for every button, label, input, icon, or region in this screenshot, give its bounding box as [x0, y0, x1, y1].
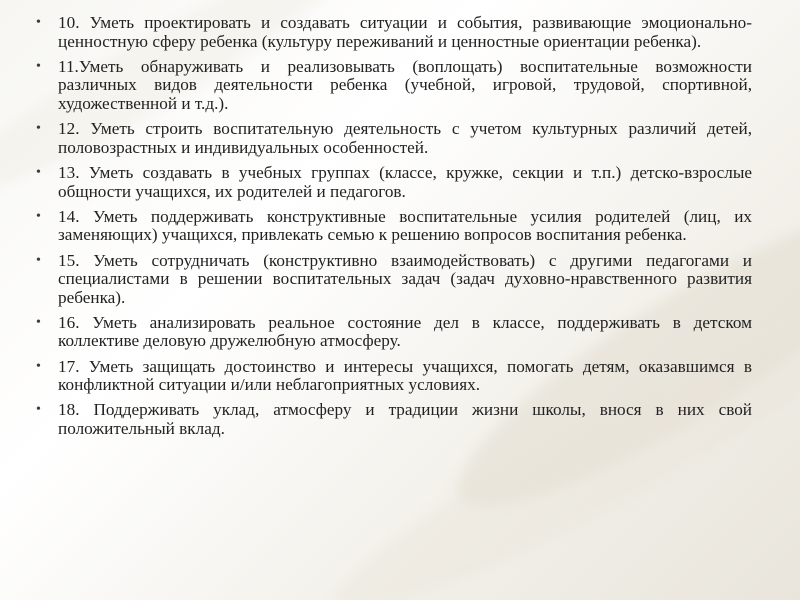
list-item-text: 16. Уметь анализировать реальное состояние дел в классе, поддерживать в детском коллективе деловую дружелюбную атмосферу. — [58, 312, 752, 351]
list-item-text: 18. Поддерживать уклад, атмосферу и традиции жизни школы, внося в них свой положительный вклад. — [58, 400, 752, 439]
list-item — [36, 56, 752, 114]
list-item-text: 17. Уметь защищать достоинство и интересы учащихся, помогать детям, оказавшимся в конфликтной ситуации и/или неблагоприятных условиях. — [58, 356, 752, 395]
list-item — [36, 162, 752, 201]
bullet-icon: • — [36, 208, 41, 224]
bullet-icon: • — [36, 402, 41, 418]
list-item-text: 11.Уметь обнаруживать и реализовывать (воплощать) воспитательные возможности различных видов деятельности ребенка (учебной, игровой, трудовой, спортивной, художественной и т.д.). — [58, 56, 752, 113]
bullet-icon: • — [36, 58, 41, 74]
list-item-text: 10. Уметь проектировать и создавать ситуации и события, развивающие эмоционально-ценностную сферу ребенка (культуру переживаний и ценностные ориентации ребенка). — [58, 13, 752, 51]
list-item — [36, 13, 752, 51]
bullet-icon: • — [36, 121, 41, 137]
bullet-icon: • — [36, 358, 41, 374]
list-item — [36, 400, 752, 439]
bullet-icon: • — [36, 314, 41, 330]
bullet-icon: • — [36, 164, 41, 180]
list-item — [36, 119, 752, 157]
bullet-icon: • — [36, 252, 41, 268]
list-item — [36, 356, 752, 395]
list-item — [36, 312, 752, 351]
competency-list — [36, 13, 752, 439]
list-item — [36, 206, 752, 245]
list-item-text: 13. Уметь создавать в учебных группах (классе, кружке, секции и т.п.) детско-взрослые общности учащихся, их родителей и педагогов. — [58, 162, 752, 201]
list-item-text: 15. Уметь сотрудничать (конструктивно взаимодействовать) с другими педагогами и специалистами в решении воспитательных задач (задач духовно-нравственного развития ребенка). — [58, 250, 752, 307]
bullet-icon: • — [36, 15, 41, 30]
list-item-text: 14. Уметь поддерживать конструктивные воспитательные усилия родителей (лиц, их заменяющих) учащихся, привлекать семью к решению вопросов воспитания ребенка. — [58, 206, 752, 245]
list-item — [36, 250, 752, 308]
list-item-text: 12. Уметь строить воспитательную деятельность с учетом культурных различий детей, половозрастных и индивидуальных особенностей. — [58, 119, 752, 157]
